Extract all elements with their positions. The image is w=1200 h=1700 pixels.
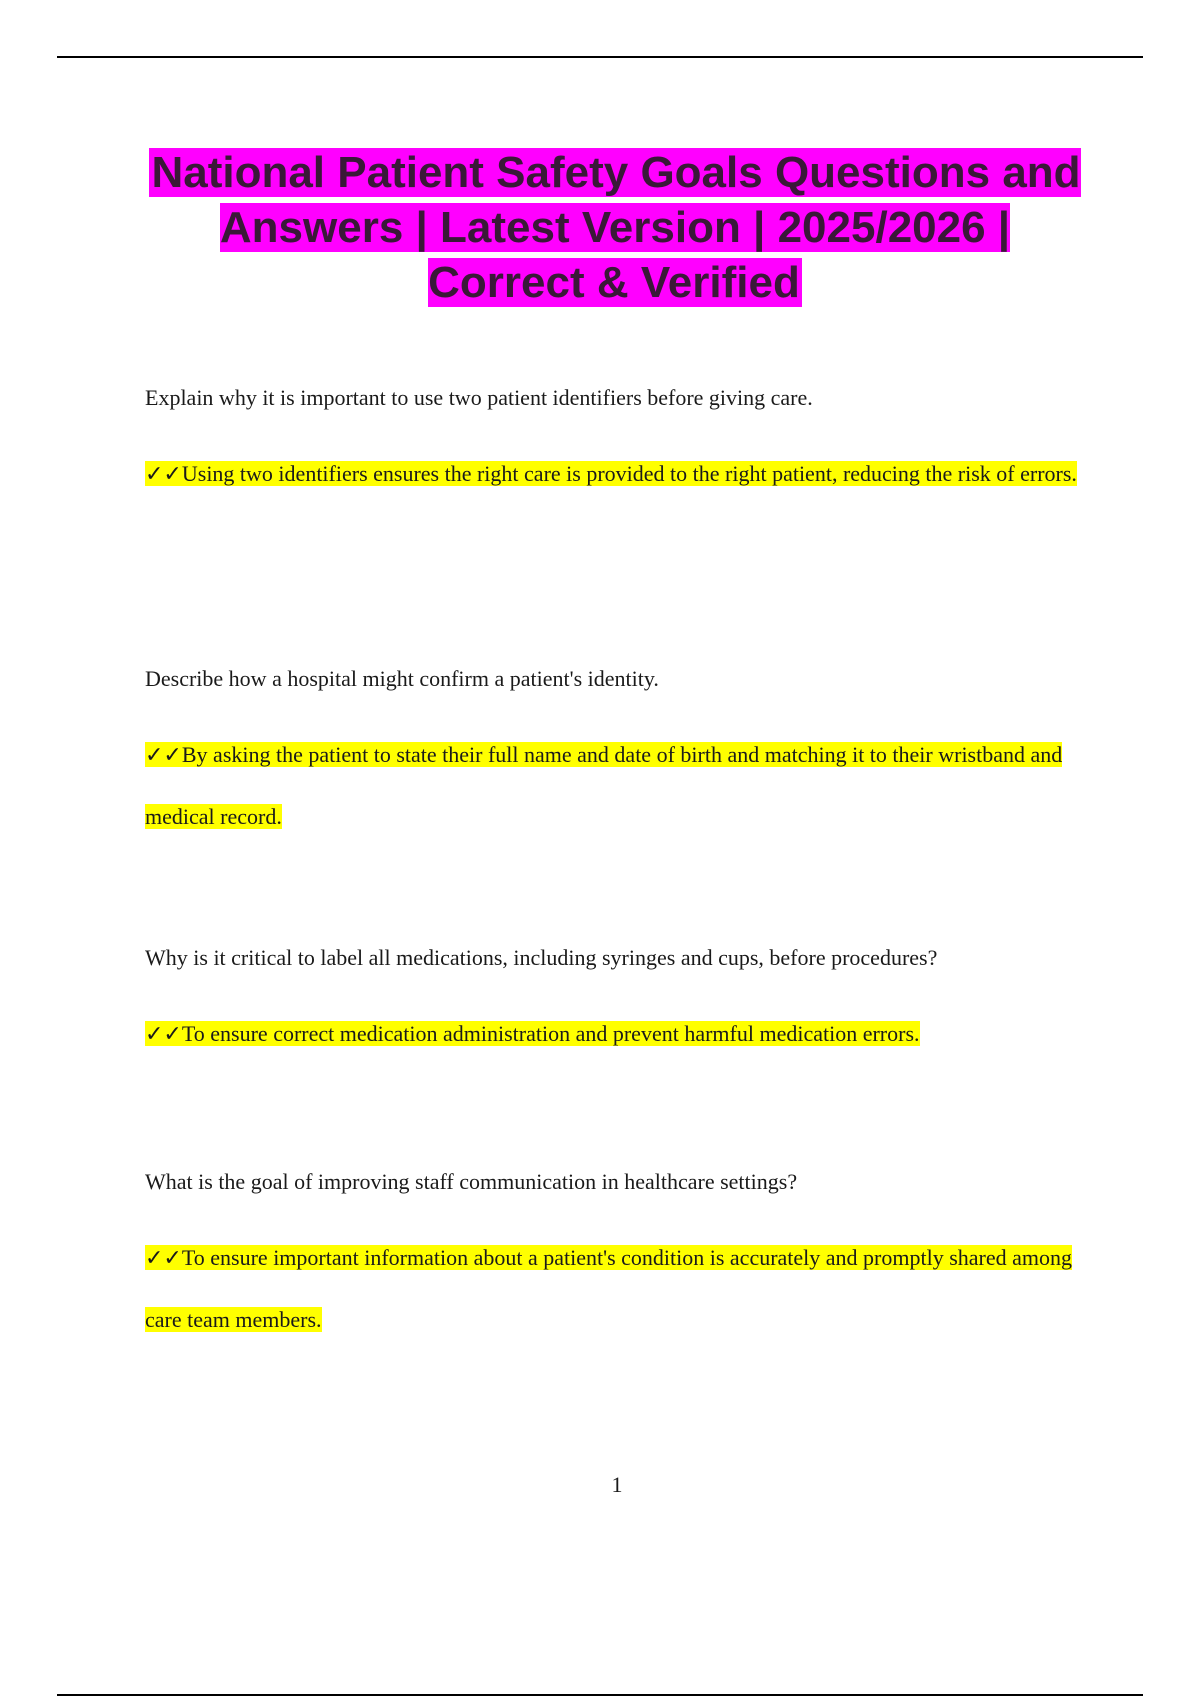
answer-1-highlight xyxy=(145,461,1077,486)
answer-2-text: By asking the patient to state their full name and date of birth and matching it to their wristband and medical record. xyxy=(145,742,1063,829)
question-4: What is the goal of improving staff communication in healthcare settings? xyxy=(145,1169,798,1194)
answer-3-text: To ensure correct medication administration and prevent harmful medication errors. xyxy=(181,1021,920,1046)
answer-2 xyxy=(145,724,1085,847)
answer-4 xyxy=(145,1227,1085,1350)
answer-1 xyxy=(145,443,1085,505)
answer-4-highlight xyxy=(145,1245,1072,1332)
document-title xyxy=(140,145,1090,310)
question-3: Why is it critical to label all medications, including syringes and cups, before procedures? xyxy=(145,945,938,970)
answer-4-text: To ensure important information about a patient's condition is accurately and promptly shared among care team members. xyxy=(145,1245,1073,1332)
question-1: Explain why it is important to use two patient identifiers before giving care. xyxy=(145,385,813,410)
bottom-rule xyxy=(57,1694,1143,1696)
check-icon: ✓✓ xyxy=(145,1022,182,1047)
answer-1-text: Using two identifiers ensures the right care is provided to the right patient, reducing the risk of errors. xyxy=(181,461,1077,486)
check-icon: ✓✓ xyxy=(145,462,182,487)
check-icon: ✓✓ xyxy=(145,743,182,768)
question-2: Describe how a hospital might confirm a patient's identity. xyxy=(145,666,659,691)
answer-2-highlight xyxy=(145,742,1062,829)
answer-3-highlight xyxy=(145,1021,920,1046)
answer-3 xyxy=(145,1003,1085,1065)
page-number: 1 xyxy=(611,1472,623,1497)
top-rule xyxy=(57,56,1143,58)
check-icon: ✓✓ xyxy=(145,1246,182,1271)
title-text: National Patient Safety Goals Questions and Answers | Latest Version | 2025/2026 | Correct & Verified xyxy=(151,148,1081,307)
